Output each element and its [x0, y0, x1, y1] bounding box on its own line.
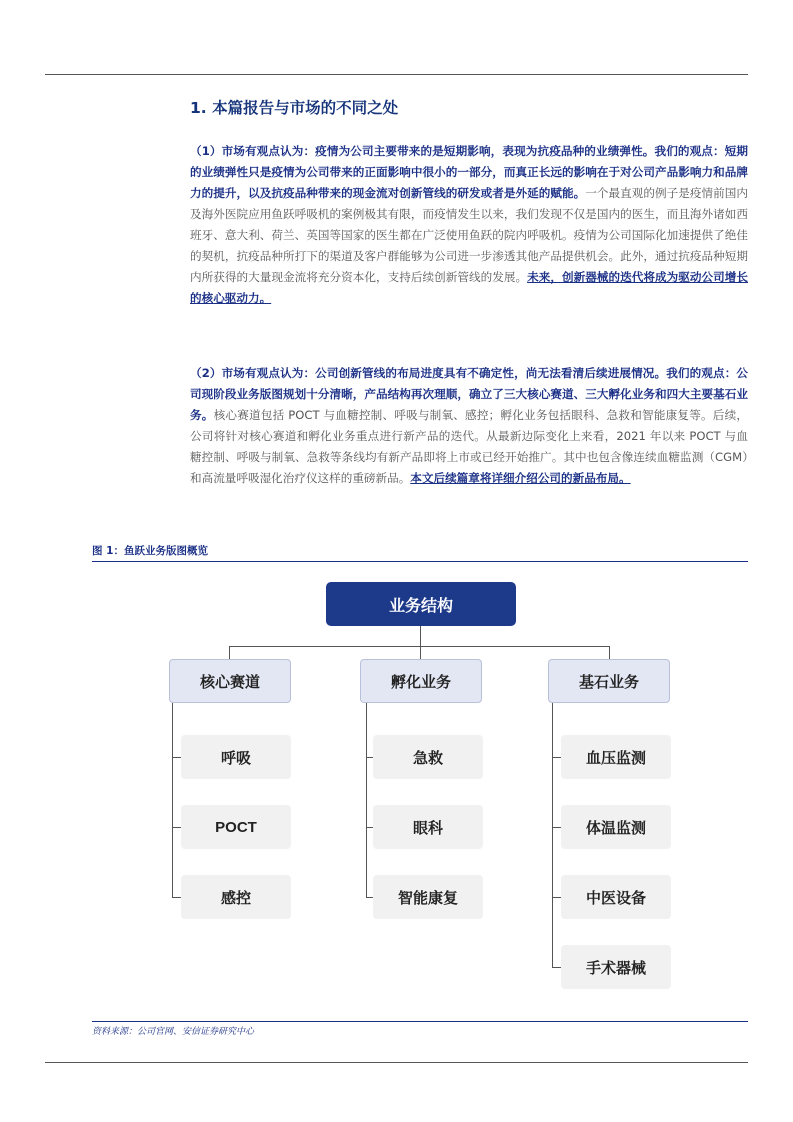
top-rule	[45, 74, 748, 75]
category-core-track: 核心赛道	[169, 659, 291, 703]
leaf-infection-control: 感控	[181, 875, 291, 919]
p2-underlined-conclusion: 本文后续篇章将详细介绍公司的新品布局。	[410, 471, 631, 485]
connector-line	[552, 897, 561, 898]
p1-bold-lead: （1）市场有观点认为：疫情为公司主要带来的是短期影响，表现为抗疫品种的业绩弹性。我们的观点：短期的业绩弹性只是疫情为公司带来的正面影响中很小的一部分，而真正长远的影响在于对公司产品影响力和品牌力的提升，以及抗疫品种带来的现金流对创新管线的研发或者是外延的赋能。	[190, 144, 748, 200]
leaf-poct: POCT	[181, 805, 291, 849]
leaf-ophthalmology: 眼科	[373, 805, 483, 849]
source-note: 资料来源：公司官网、安信证券研究中心	[92, 1027, 255, 1037]
leaf-first-aid: 急救	[373, 735, 483, 779]
category-incubation: 孵化业务	[360, 659, 482, 703]
connector-line	[172, 827, 181, 828]
p2-body: 核心赛道包括 POCT 与血糖控制、呼吸与制氧、感控；孵化业务包括眼科、急救和智能康复等。后续，公司将针对核心赛道和孵化业务重点进行新产品的迭代。从最新边际变化上来看，2021 年以来 POCT 与血糖控制、呼吸与制氧、急救等条线均有新产品即将上市或已经开始推广。其中也包含像连续血糖监测（CGM）和高流量呼吸湿化治疗仪这样的重磅新品。	[190, 408, 748, 485]
leaf-smart-rehab: 智能康复	[373, 875, 483, 919]
source-rule	[92, 1021, 748, 1022]
figure-rule	[92, 561, 748, 562]
p1-underlined-conclusion: 未来，创新器械的迭代将成为驱动公司增长的核心驱动力。	[190, 270, 748, 305]
leaf-temperature: 体温监测	[561, 805, 671, 849]
paragraph-1	[190, 141, 748, 309]
figure-caption: 图 1：鱼跃业务版图概览	[92, 545, 208, 557]
connector-line	[172, 897, 181, 898]
connector-line	[229, 646, 230, 659]
leaf-blood-pressure: 血压监测	[561, 735, 671, 779]
connector-line	[420, 626, 421, 646]
connector-line	[609, 646, 610, 659]
bottom-rule	[45, 1062, 748, 1063]
connector-line	[172, 757, 181, 758]
connector-line	[552, 967, 561, 968]
leaf-tcm-equipment: 中医设备	[561, 875, 671, 919]
p2-bold-lead: （2）市场有观点认为：公司创新管线的布局进度具有不确定性，尚无法看清后续进展情况。我们的观点：公司现阶段业务版图规划十分清晰，产品结构再次理顺，确立了三大核心赛道、三大孵化业务和四大主要基石业务。	[190, 366, 748, 422]
connector-line	[172, 703, 173, 898]
paragraph-2	[190, 363, 748, 489]
section-heading: 1. 本篇报告与市场的不同之处	[190, 99, 399, 117]
root-node: 业务结构	[326, 582, 516, 626]
leaf-respiration: 呼吸	[181, 735, 291, 779]
connector-line	[552, 703, 553, 968]
category-cornerstone: 基石业务	[548, 659, 670, 703]
connector-line	[552, 827, 561, 828]
connector-line	[552, 757, 561, 758]
connector-line	[420, 646, 421, 659]
leaf-surgical-instruments: 手术器械	[561, 945, 671, 989]
p1-body: 一个最直观的例子是疫情前国内及海外医院应用鱼跃呼吸机的案例极其有限，而疫情发生以来，我们发现不仅是国内的医生，而且海外诸如西班牙、意大利、荷兰、英国等国家的医生都在广泛使用鱼跃的院内呼吸机。疫情为公司国际化加速提供了绝佳的契机，抗疫品种所打下的渠道及客户群能够为公司进一步渗透其他产品提供机会。此外，通过抗疫品种短期内所获得的大量现金流将充分资本化，支持后续创新管线的发展。	[190, 186, 748, 284]
connector-line	[366, 703, 367, 898]
